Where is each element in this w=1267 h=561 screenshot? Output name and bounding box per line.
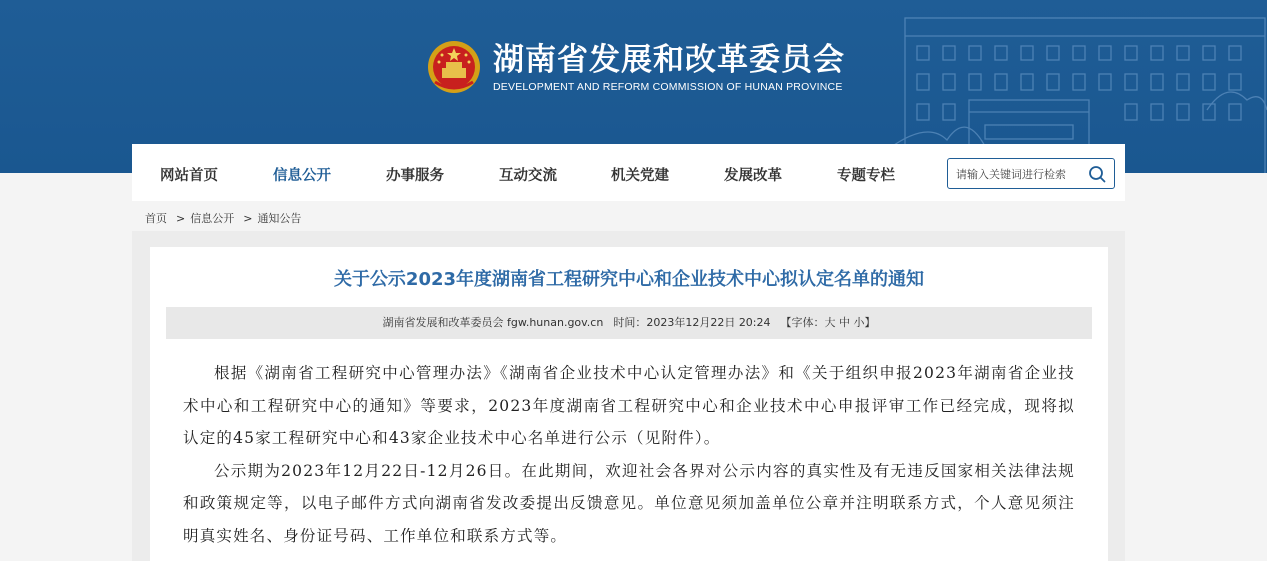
nav-item-party-building[interactable]: 机关党建 bbox=[611, 168, 669, 184]
search-box bbox=[947, 158, 1115, 189]
article-paragraph: 根据《湖南省工程研究中心管理办法》《湖南省企业技术中心认定管理办法》和《关于组织申报2023年湖南省企业技术中心和工程研究中心的通知》等要求，2023年度湖南省工程研究中心和企业技术中心申报评审工作已经完成，现将拟认定的45家工程研究中心和43家企业技术中心名单进行公示（见附件）。 bbox=[183, 364, 1075, 447]
article-title: 关于公示2023年度湖南省工程研究中心和企业技术中心拟认定名单的通知 bbox=[333, 269, 925, 290]
article-body bbox=[183, 357, 1075, 552]
breadcrumb-separator: > bbox=[176, 212, 186, 225]
article-panel bbox=[150, 247, 1108, 561]
site-logo[interactable] bbox=[427, 38, 845, 96]
breadcrumb-separator: > bbox=[243, 212, 253, 225]
nav-item-services[interactable]: 办事服务 bbox=[386, 168, 444, 184]
nav-item-home[interactable]: 网站首页 bbox=[160, 168, 218, 184]
nav-item-interaction[interactable]: 互动交流 bbox=[499, 168, 557, 184]
main-navigation bbox=[132, 144, 1125, 201]
article-paragraph: 公示期为2023年12月22日-12月26日。在此期间，欢迎社会各界对公示内容的真实性及有无违反国家相关法律法规和政策规定等，以电子邮件方式向湖南省发改委提出反馈意见。单位意见须加盖单位公章并注明联系方式，个人意见须注明真实姓名、身份证号码、工作单位和联系方式等。 bbox=[183, 461, 1075, 545]
search-icon[interactable] bbox=[1088, 165, 1106, 183]
article-meta bbox=[166, 307, 1092, 339]
site-title-en: DEVELOPMENT AND REFORM COMMISSION OF HUNAN PROVINCE bbox=[493, 80, 843, 93]
search-input[interactable] bbox=[956, 165, 1084, 183]
nav-item-info-disclosure[interactable]: 信息公开 bbox=[273, 168, 331, 184]
article-time: 时间：2023年12月22日 20:24 bbox=[613, 316, 771, 329]
nav-item-special-topics[interactable]: 专题专栏 bbox=[837, 168, 895, 184]
breadcrumb bbox=[145, 210, 305, 226]
breadcrumb-notices[interactable]: 通知公告 bbox=[257, 212, 302, 225]
font-size-label: 【字体： bbox=[780, 316, 825, 329]
font-small-button[interactable]: 小 bbox=[853, 316, 865, 329]
breadcrumb-home[interactable]: 首页 bbox=[145, 212, 167, 225]
national-emblem-icon bbox=[427, 38, 481, 96]
article-source: 湖南省发展和改革委员会 fgw.hunan.gov.cn bbox=[382, 316, 604, 329]
site-title-cn: 湖南省发展和改革委员会 bbox=[493, 41, 845, 78]
nav-item-reform[interactable]: 发展改革 bbox=[724, 168, 782, 184]
font-medium-button[interactable]: 中 bbox=[839, 316, 851, 329]
breadcrumb-info-disclosure[interactable]: 信息公开 bbox=[190, 212, 235, 225]
font-size-close: 】 bbox=[864, 316, 876, 329]
font-large-button[interactable]: 大 bbox=[824, 316, 836, 329]
